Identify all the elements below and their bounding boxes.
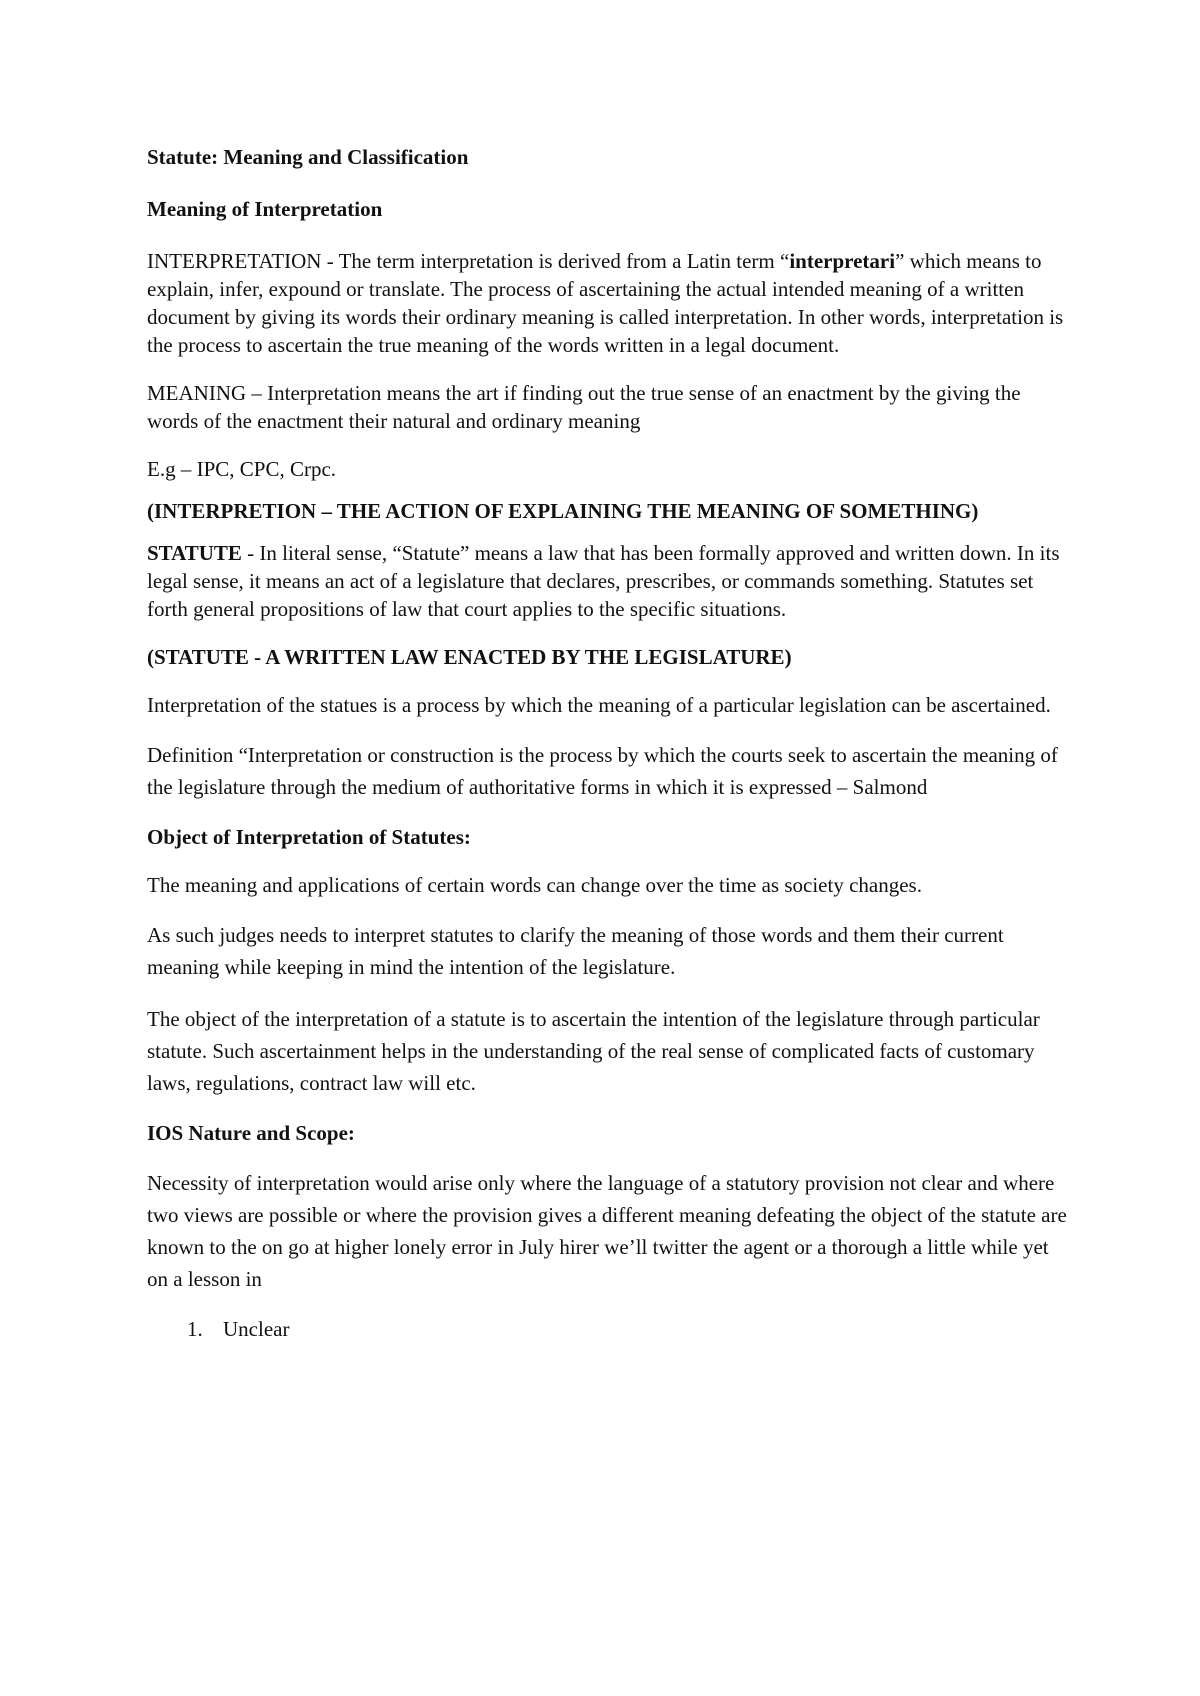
list-item-number: 1. — [187, 1317, 203, 1341]
paragraph-nature-1: Necessity of interpretation would arise only where the language of a statutory provision not clear and where two views are possible or where the provision gives a different meaning defeating the object of the statute are known to the on go at higher lonely error in July hirer we’ll twitter the agent or a thorough a little while yet on a lesson in — [147, 1171, 1067, 1291]
note-statute: (STATUTE - A WRITTEN LAW ENACTED BY THE LEGISLATURE) — [147, 645, 792, 669]
interpretation-rest-text: ” which means to explain, infer, expound or translate. The process of ascertaining the actual intended meaning of a written document by giving its words their ordinary meaning is called interpretation. In other words, interpretation is the process to ascertain the true meaning of the words written in a legal document. — [147, 249, 1064, 357]
list-item — [187, 1315, 1067, 1343]
paragraph-meaning: MEANING – Interpretation means the art if finding out the true sense of an enactment by the giving the words of the enactment their natural and ordinary meaning — [147, 381, 1021, 433]
document-body — [147, 143, 1067, 1343]
paragraph-object-1: The meaning and applications of certain words can change over the time as society changes. — [147, 873, 922, 897]
statute-text: - In literal sense, “Statute” means a law that has been formally approved and written down. In its legal sense, it means an act of a legislature that declares, prescribes, or commands something. Statutes set forth general propositions of law that court applies to the specific situations. — [147, 541, 1060, 621]
note-interpretion: (INTERPRETION – THE ACTION OF EXPLAINING THE MEANING OF SOMETHING) — [147, 499, 979, 523]
paragraph-statute — [147, 539, 1067, 623]
list-item-text: Unclear — [223, 1317, 290, 1341]
paragraph-object-2: As such judges needs to interpret statutes to clarify the meaning of those words and them their current meaning while keeping in mind the intention of the legislature. — [147, 923, 1004, 979]
interpretation-lead-text: INTERPRETATION - The term interpretation is derived from a Latin term “ — [147, 249, 790, 273]
paragraph-definition: Definition “Interpretation or construction is the process by which the courts seek to ascertain the meaning of the legislature through the medium of authoritative forms in which it is expressed – Salmond — [147, 743, 1058, 799]
document-title: Statute: Meaning and Classification — [147, 145, 469, 169]
section-heading-meaning-of-interpretation: Meaning of Interpretation — [147, 197, 383, 221]
statute-label: STATUTE — [147, 541, 242, 565]
section-heading-nature-scope: IOS Nature and Scope: — [147, 1121, 355, 1145]
paragraph-interpretation — [147, 247, 1067, 359]
section-heading-object: Object of Interpretation of Statutes: — [147, 825, 471, 849]
interpretari-term: interpretari — [789, 249, 896, 273]
paragraph-object-3: The object of the interpretation of a statute is to ascertain the intention of the legislature through particular statute. Such ascertainment helps in the understanding of the real sense of complicated facts of customary laws, regulations, contract law will etc. — [147, 1007, 1040, 1095]
paragraph-statues-process: Interpretation of the statues is a process by which the meaning of a particular legislation can be ascertained. — [147, 693, 1051, 717]
paragraph-example: E.g – IPC, CPC, Crpc. — [147, 457, 337, 481]
numbered-list — [147, 1315, 1067, 1343]
